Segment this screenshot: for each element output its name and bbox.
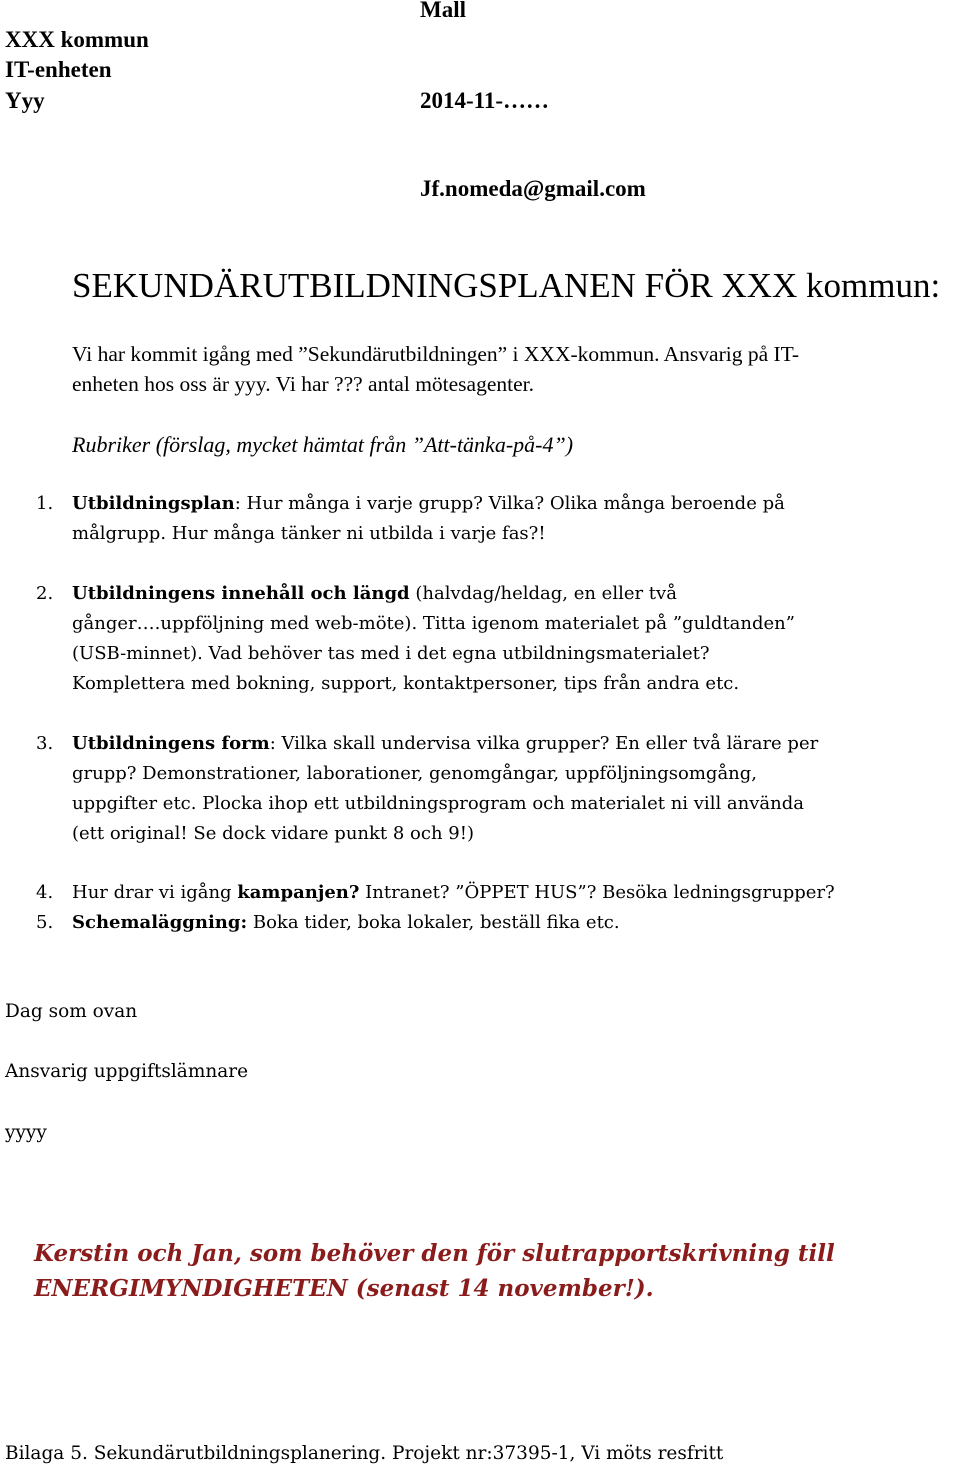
item-text-line: (USB-minnet). Vad behöver tas med i det egna utbildningsmaterialet? (72, 643, 710, 664)
item-heading: Schemaläggning: (72, 912, 248, 933)
intro-line-1: Vi har kommit igång med ”Sekundärutbildningen” i XXX-kommun. Ansvarig på IT- (72, 342, 800, 366)
item-text-line: gånger….uppföljning med web-möte). Titta igenom materialet på ”guldtanden” (72, 613, 795, 634)
list-item-text (72, 489, 960, 549)
document-title: SEKUNDÄRUTBILDNINGSPLANEN FÖR XXX kommun: (72, 266, 941, 305)
list-item-text (72, 878, 960, 908)
intro-line-2: enheten hos oss är yyy. Vi har ??? antal mötesagenter. (72, 372, 534, 396)
item-heading: Utbildningens innehåll och längd (72, 583, 410, 604)
item-text-line: Komplettera med bokning, support, kontaktpersoner, tips från andra etc. (72, 673, 740, 694)
list-item-text (72, 908, 960, 938)
footer-text: Bilaga 5. Sekundärutbildningsplanering. Projekt nr:37395-1, Vi möts resfritt (5, 1443, 724, 1464)
signature: yyyy (5, 1122, 47, 1143)
list-number: 1. (36, 493, 54, 514)
note-line-1: Kerstin och Jan, som behöver den för slutrapportskrivning till (34, 1240, 835, 1267)
item-text-line: : Hur många i varje grupp? Vilka? Olika många beroende på (234, 493, 785, 514)
item-heading: Utbildningsplan (72, 493, 235, 514)
list-number: 2. (36, 583, 54, 604)
contact-email: Jf.nomeda@gmail.com (420, 176, 646, 201)
unit-name: IT-enheten (5, 57, 112, 82)
list-number: 5. (36, 912, 54, 933)
date-line: Dag som ovan (5, 1001, 138, 1022)
item-text-line: (ett original! Se dock vidare punkt 8 och 9!) (72, 823, 474, 844)
subheading: Rubriker (förslag, mycket hämtat från ”Att-tänka-på-4”) (72, 432, 574, 457)
item-text-line: : Vilka skall undervisa vilka grupper? En eller två lärare per (269, 733, 819, 754)
note-line-2: ENERGIMYNDIGHETEN (senast 14 november!). (34, 1275, 654, 1302)
item-heading: Utbildningens form (72, 733, 270, 754)
item-text-line: Intranet? ”ÖPPET HUS”? Besöka ledningsgrupper? (359, 882, 835, 903)
list-item-text (72, 579, 960, 699)
item-text-line: grupp? Demonstrationer, laborationer, genomgångar, uppföljningsomgång, (72, 763, 758, 784)
item-heading: kampanjen? (237, 882, 360, 903)
contact-name: Yyy (5, 88, 45, 113)
list-item-text (72, 729, 960, 849)
item-text-line: målgrupp. Hur många tänker ni utbilda i varje fas?! (72, 523, 546, 544)
item-text-line: (halvdag/heldag, en eller två (409, 583, 677, 604)
template-label: Mall (420, 0, 466, 22)
responsible-label: Ansvarig uppgiftslämnare (5, 1061, 249, 1082)
org-name: XXX kommun (5, 27, 149, 52)
list-number: 3. (36, 733, 54, 754)
item-text-line: uppgifter etc. Plocka ihop ett utbildningsprogram och materialet ni vill använda (72, 793, 804, 814)
item-text-line: Hur drar vi igång (72, 882, 238, 903)
item-text-line: Boka tider, boka lokaler, beställ fika etc. (247, 912, 620, 933)
document-date: 2014-11-…… (420, 88, 550, 113)
list-number: 4. (36, 882, 54, 903)
